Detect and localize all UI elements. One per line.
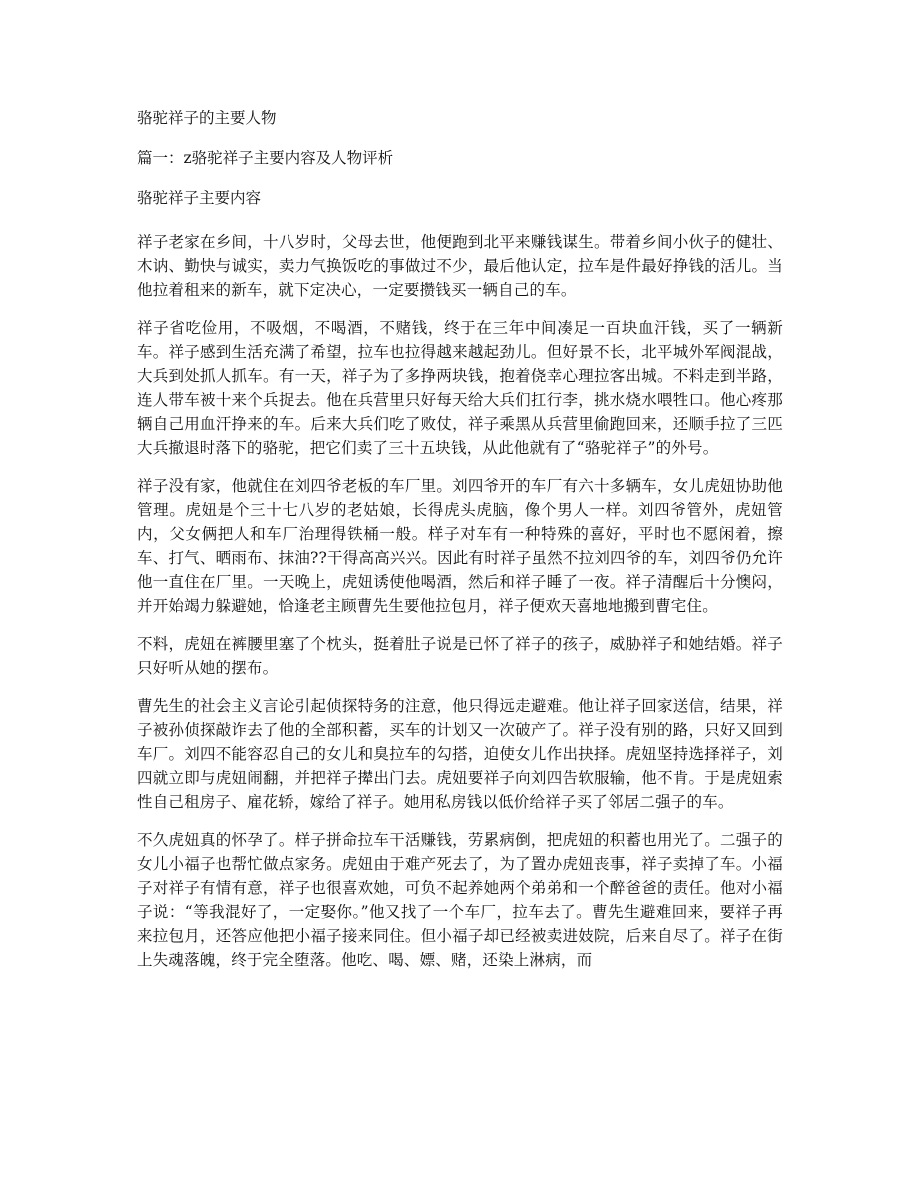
section-title: 篇一：z骆驼祥子主要内容及人物评析	[137, 149, 394, 167]
paragraph: 不料，虎妞在裤腰里塞了个枕头，挺着肚子说是已怀了祥子的孩子，威胁祥子和她结婚。祥子只好听从她的摆布。	[137, 635, 783, 677]
document-page	[137, 108, 783, 986]
paragraph: 祥子省吃俭用，不吸烟，不喝酒，不赌钱，终于在三年中间凑足一百块血汗钱，买了一辆新车。祥子感到生活充满了希望，拉车也拉得越来越起劲儿。但好景不长，北平城外军阀混战，大兵到处抓人抓车。有一天，祥子为了多挣两块钱，抱着侥幸心理拉客出城。不料走到半路，连人带车被十来个兵捉去。他在兵营里只好每天给大兵们扛行李，挑水烧水喂牲口。他心疼那辆自己用血汗挣来的车。后来大兵们吃了败仗，祥子乘黑从兵营里偷跑回来，还顺手拉了三匹大兵撤退时落下的骆驼，把它们卖了三十五块钱，从此他就有了“骆驼祥子”的外号。	[137, 319, 783, 457]
document-title: 骆驼祥子的主要人物	[137, 109, 277, 127]
section-subtitle: 骆驼祥子主要内容	[137, 189, 262, 207]
paragraph: 祥子没有家，他就住在刘四爷老板的车厂里。刘四爷开的车厂有六十多辆车，女儿虎妞协助他管理。虎妞是个三十七八岁的老姑娘，长得虎头虎脑，像个男人一样。刘四爷管外，虎妞管内，父女俩把人和车厂治理得铁桶一般。样子对车有一种特殊的喜好，平时也不愿闲着，擦车、打气、晒雨布、抹油??干得高高兴兴。因此有时祥子虽然不拉刘四爷的车，刘四爷仍允许他一直住在厂里。一天晚上，虎妞诱使他喝酒，然后和祥子睡了一夜。祥子清醒后十分懊闷，并开始竭力躲避她，恰逢老主顾曹先生要他拉包月，祥子便欢天喜地地搬到曹宅住。	[137, 477, 783, 615]
paragraph: 祥子老家在乡间，十八岁时，父母去世，他便跑到北平来赚钱谋生。带着乡间小伙子的健壮、木讷、勤快与诚实，卖力气换饭吃的事做过不少，最后他认定，拉车是件最好挣钱的活儿。当他拉着租来的新车，就下定决心，一定要攒钱买一辆自己的车。	[137, 233, 783, 299]
paragraph: 曹先生的社会主义言论引起侦探特务的注意，他只得远走避难。他让祥子回家送信，结果，祥子被孙侦探敲诈去了他的全部积蓄，买车的计划又一次破产了。祥子没有别的路，只好又回到车厂。刘四不能容忍自己的女儿和臭拉车的勾搭，迫使女儿作出抉择。虎妞坚持选择祥子，刘四就立即与虎妞闹翻，并把祥子撵出门去。虎妞要祥子向刘四告软服输，他不肯。于是虎妞索性自己租房子、雇花轿，嫁给了祥子。她用私房钱以低价给祥子买了邻居二强子的车。	[137, 697, 783, 811]
paragraph: 不久虎妞真的怀孕了。样子拼命拉车干活赚钱，劳累病倒，把虎妞的积蓄也用光了。二强子的女儿小福子也帮忙做点家务。虎妞由于难产死去了，为了置办虎妞丧事，祥子卖掉了车。小福子对祥子有情有意，祥子也很喜欢她，可负不起养她两个弟弟和一个醉爸爸的责任。他对小福子说：“等我混好了，一定娶你。”他又找了一个车厂，拉车去了。曹先生避难回来，要祥子再来拉包月，还答应他把小福子接来同住。但小福子却已经被卖进妓院，后来自尽了。祥子在街上失魂落魄，终于完全堕落。他吃、喝、嫖、赌，还染上淋病，而	[137, 831, 783, 969]
